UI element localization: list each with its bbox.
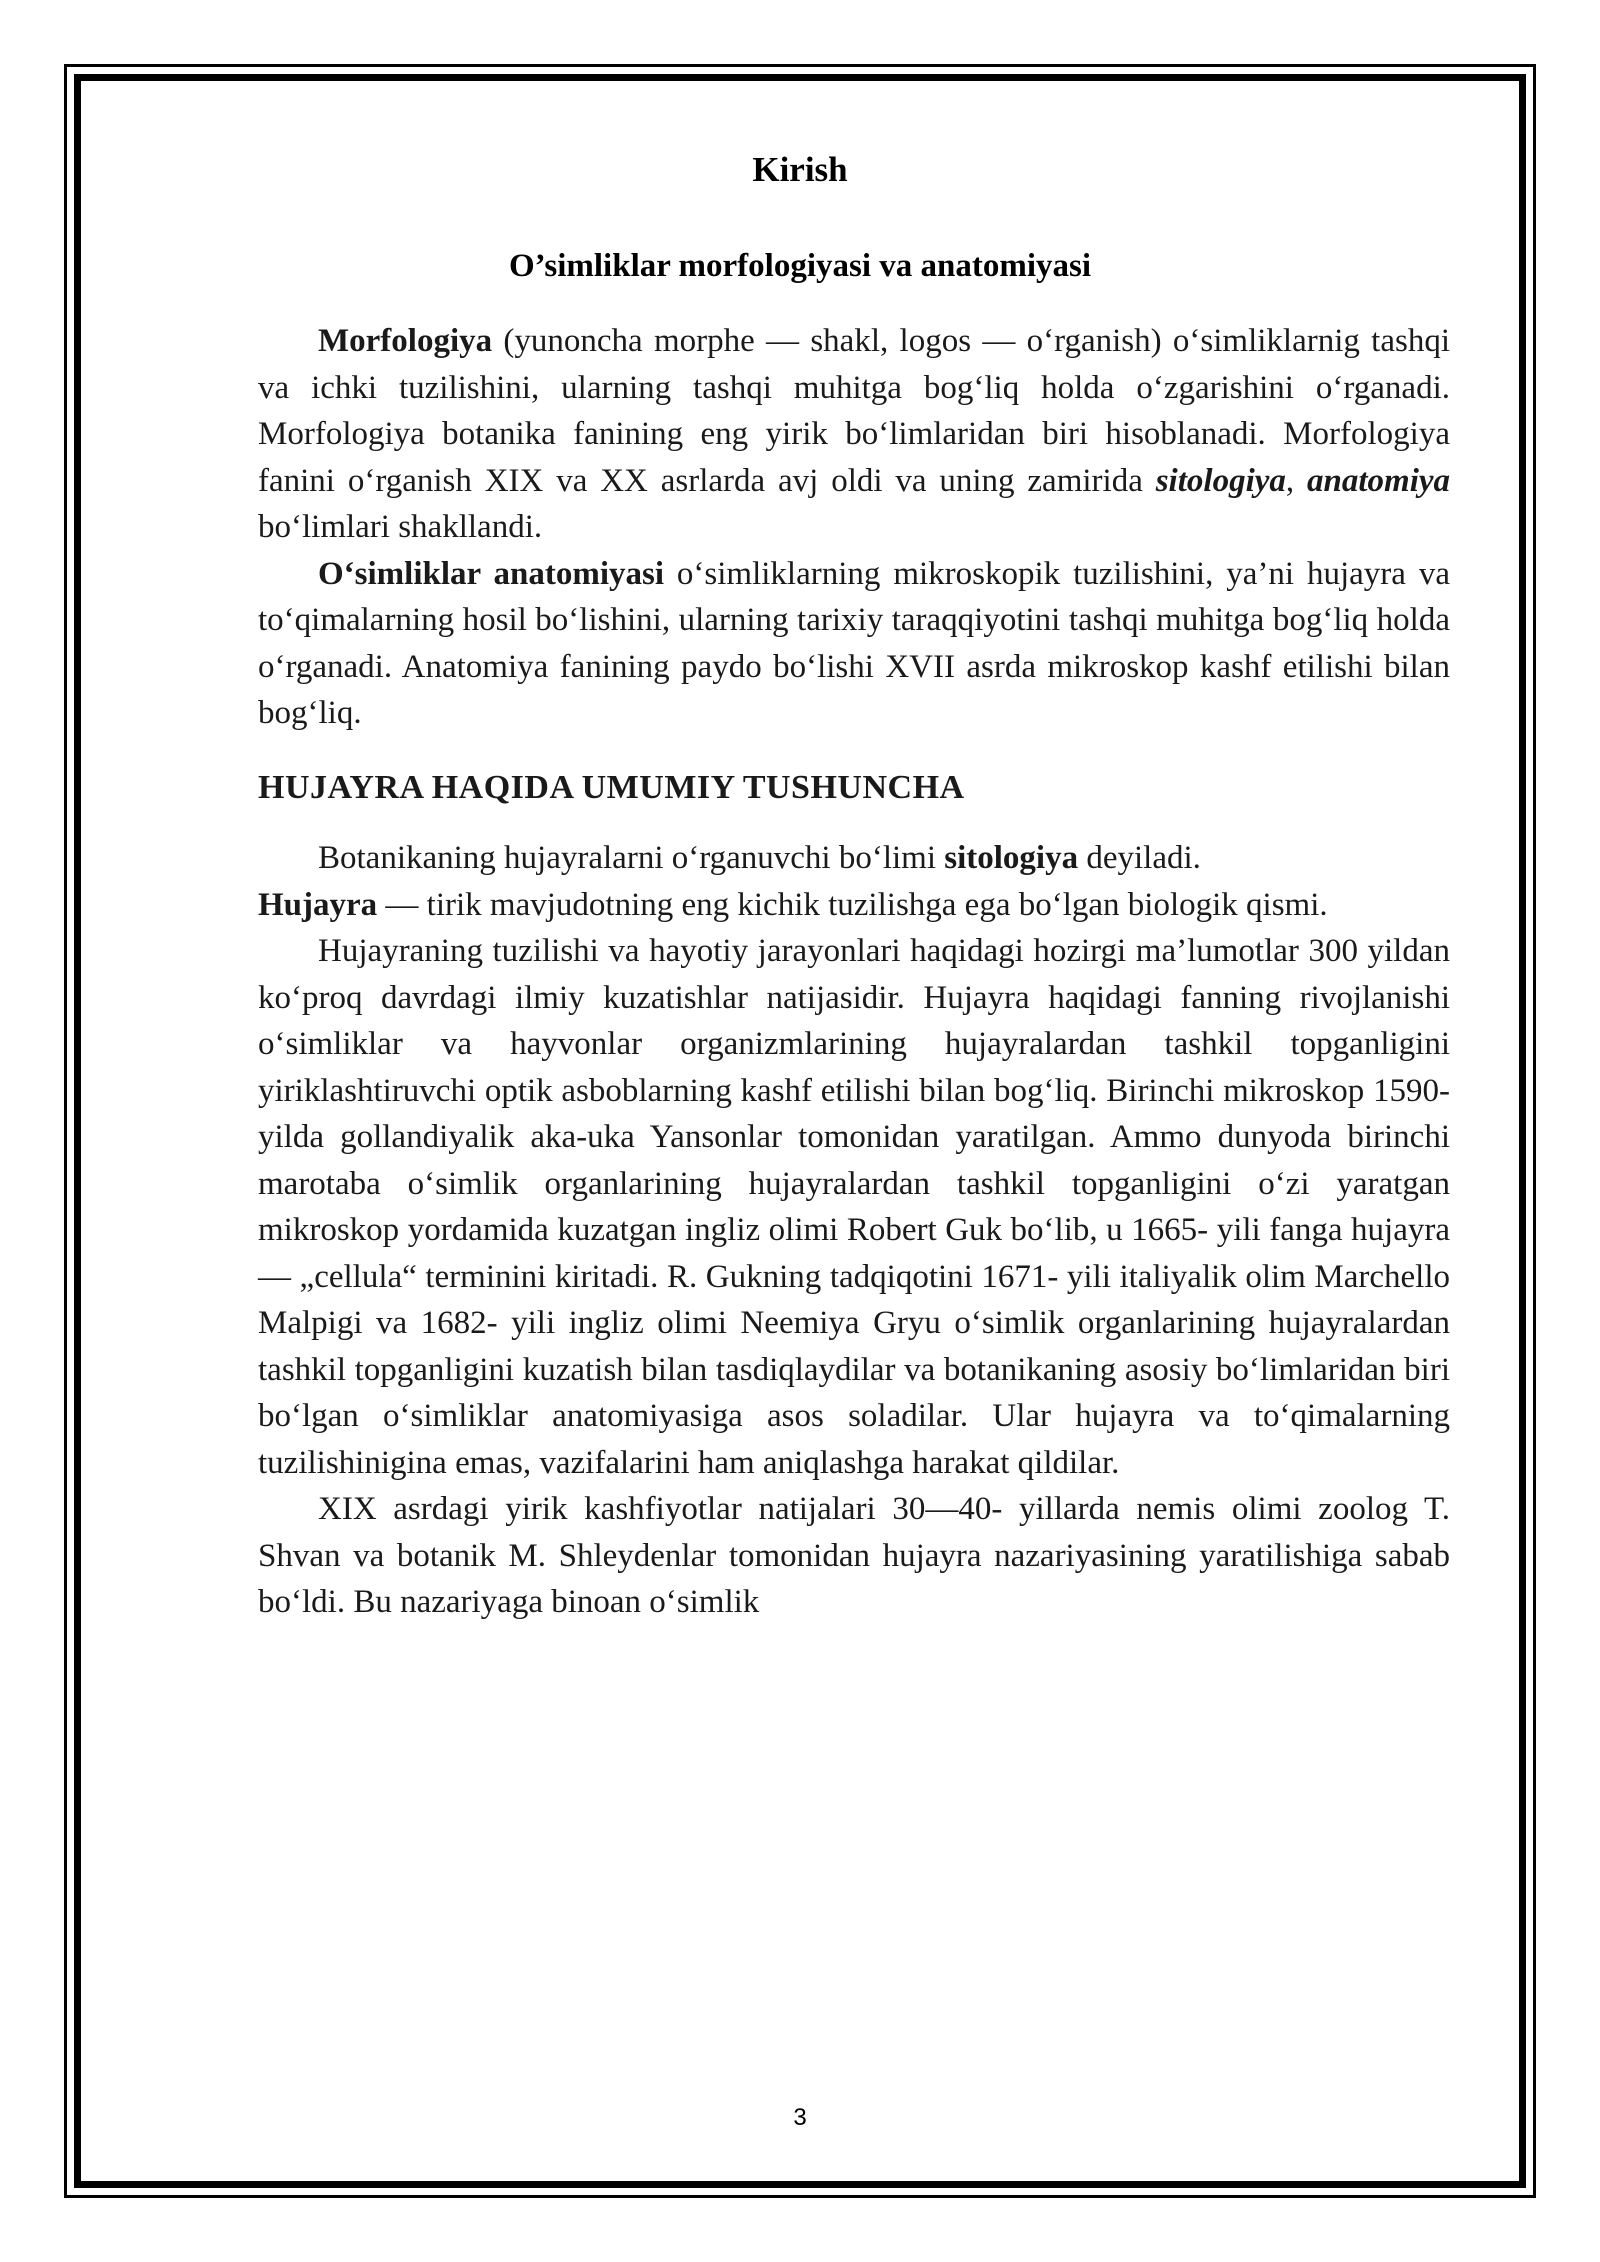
scanned-text-block: [258, 318, 1450, 1878]
paragraph-sitologiya: [258, 835, 1450, 882]
paragraph-anatomiya: [258, 551, 1450, 737]
paragraph-tail: bo‘limlari shakllandi.: [258, 509, 543, 545]
section-heading: HUJAYRA HAQIDA UMUMIY TUSHUNCHA: [258, 768, 965, 806]
page-title: Kirish: [752, 150, 848, 189]
term-morfologiya: Morfologiya: [318, 323, 493, 359]
paragraph-text: Botanikaning hujayralarni o‘rganuvchi bo‘limi: [318, 840, 945, 876]
page-number: 3: [793, 2104, 807, 2131]
term-sitologiya-italic: sitologiya: [1155, 462, 1286, 499]
paragraph-tail: deyiladi.: [1078, 840, 1201, 876]
term-anatomiya: O‘simliklar anatomiyasi: [318, 555, 664, 592]
separator: ,: [1285, 462, 1307, 499]
term-anatomiya-italic: anatomiya: [1307, 462, 1451, 499]
paragraph-cell-theory: XIX asrdagi yirik kashfiyotlar natijalari 30—40- yillarda nemis olimi zoolog T. Shvan va botanik M. Shleydenlar tomonidan hujayra nazariyasining yaratilishiga sabab bo‘ldi. Bu nazariyaga binoan o‘simlik: [258, 1491, 1450, 1620]
paragraph-hujayra-definition: [258, 882, 1450, 929]
term-hujayra: Hujayra: [258, 886, 378, 923]
paragraph-history: Hujayraning tuzilishi va hayotiy jarayonlari haqidagi hozirgi ma’lumotlar 300 yildan ko‘proq davrdagi ilmiy kuzatishlar natijasidir. Hujayra haqidagi fanning rivojlanishi o‘simliklar va hayvonlar organizmlarining hujayralardan tashkil topganligini yiriklashtiruvchi optik asboblarning kashf etilishi bilan bog‘liq. Birinchi mikroskop 1590- yilda gollandiyalik aka-uka Yansonlar tomonidan yaratilgan. Ammo dunyoda birinchi marotaba o‘simlik organlarining hujayralardan tashkil topganligini o‘zi yaratgan mikroskop yordamida kuzatgan ingliz olimi Robert Guk bo‘lib, u 1665- yili fanga hujayra — „cellula“ terminini kiritadi. R. Gukning tadqiqotini 1671- yili italiyalik olim Marchello Malpigi va 1682- yili ingliz olimi Neemiya Gryu o‘simlik organlarining hujayralardan tashkil topganligini kuzatish bilan tasdiqlaydilar va botanikaning asosiy bo‘limlaridan biri bo‘lgan o‘simliklar anatomiyasiga asos soladilar. Ular hujayra va to‘qimalarning tuzilishinigina emas, vazifalarini ham aniqlashga harakat qildilar.: [258, 933, 1450, 1481]
paragraph-text: (yunoncha morphe — shakl, logos — o‘rganish) o‘simliklarnig tashqi va ichki tuzilishini, ularning tashqi muhitga bog‘liq holda o‘zgarishini o‘rganadi. Morfologiya botanika fanining eng yirik bo‘limlaridan biri hisoblanadi. Morfologiya fanini o‘rganish XIX va XX asrlarda avj oldi va uning zamirida: [258, 323, 1450, 499]
paragraph-text: o‘simliklarning mikroskopik tuzilishini, ya’ni hujayra va to‘qimalarning hosil bo‘lishini, ularning tarixiy taraqqiyotini tashqi muhitga bog‘liq holda o‘rganadi. Anatomiya fanining paydo bo‘lishi XVII asrda mikroskop kashf etilishi bilan bog‘liq.: [258, 555, 1450, 731]
page-subtitle: O’simliklar morfologiyasi va anatomiyasi: [508, 248, 1092, 284]
paragraph-morfologiya: [258, 318, 1450, 551]
term-sitologiya: sitologiya: [944, 840, 1079, 876]
paragraph-text: — tirik mavjudotning eng kichik tuzilishga ega bo‘lgan biologik qismi.: [377, 886, 1328, 923]
